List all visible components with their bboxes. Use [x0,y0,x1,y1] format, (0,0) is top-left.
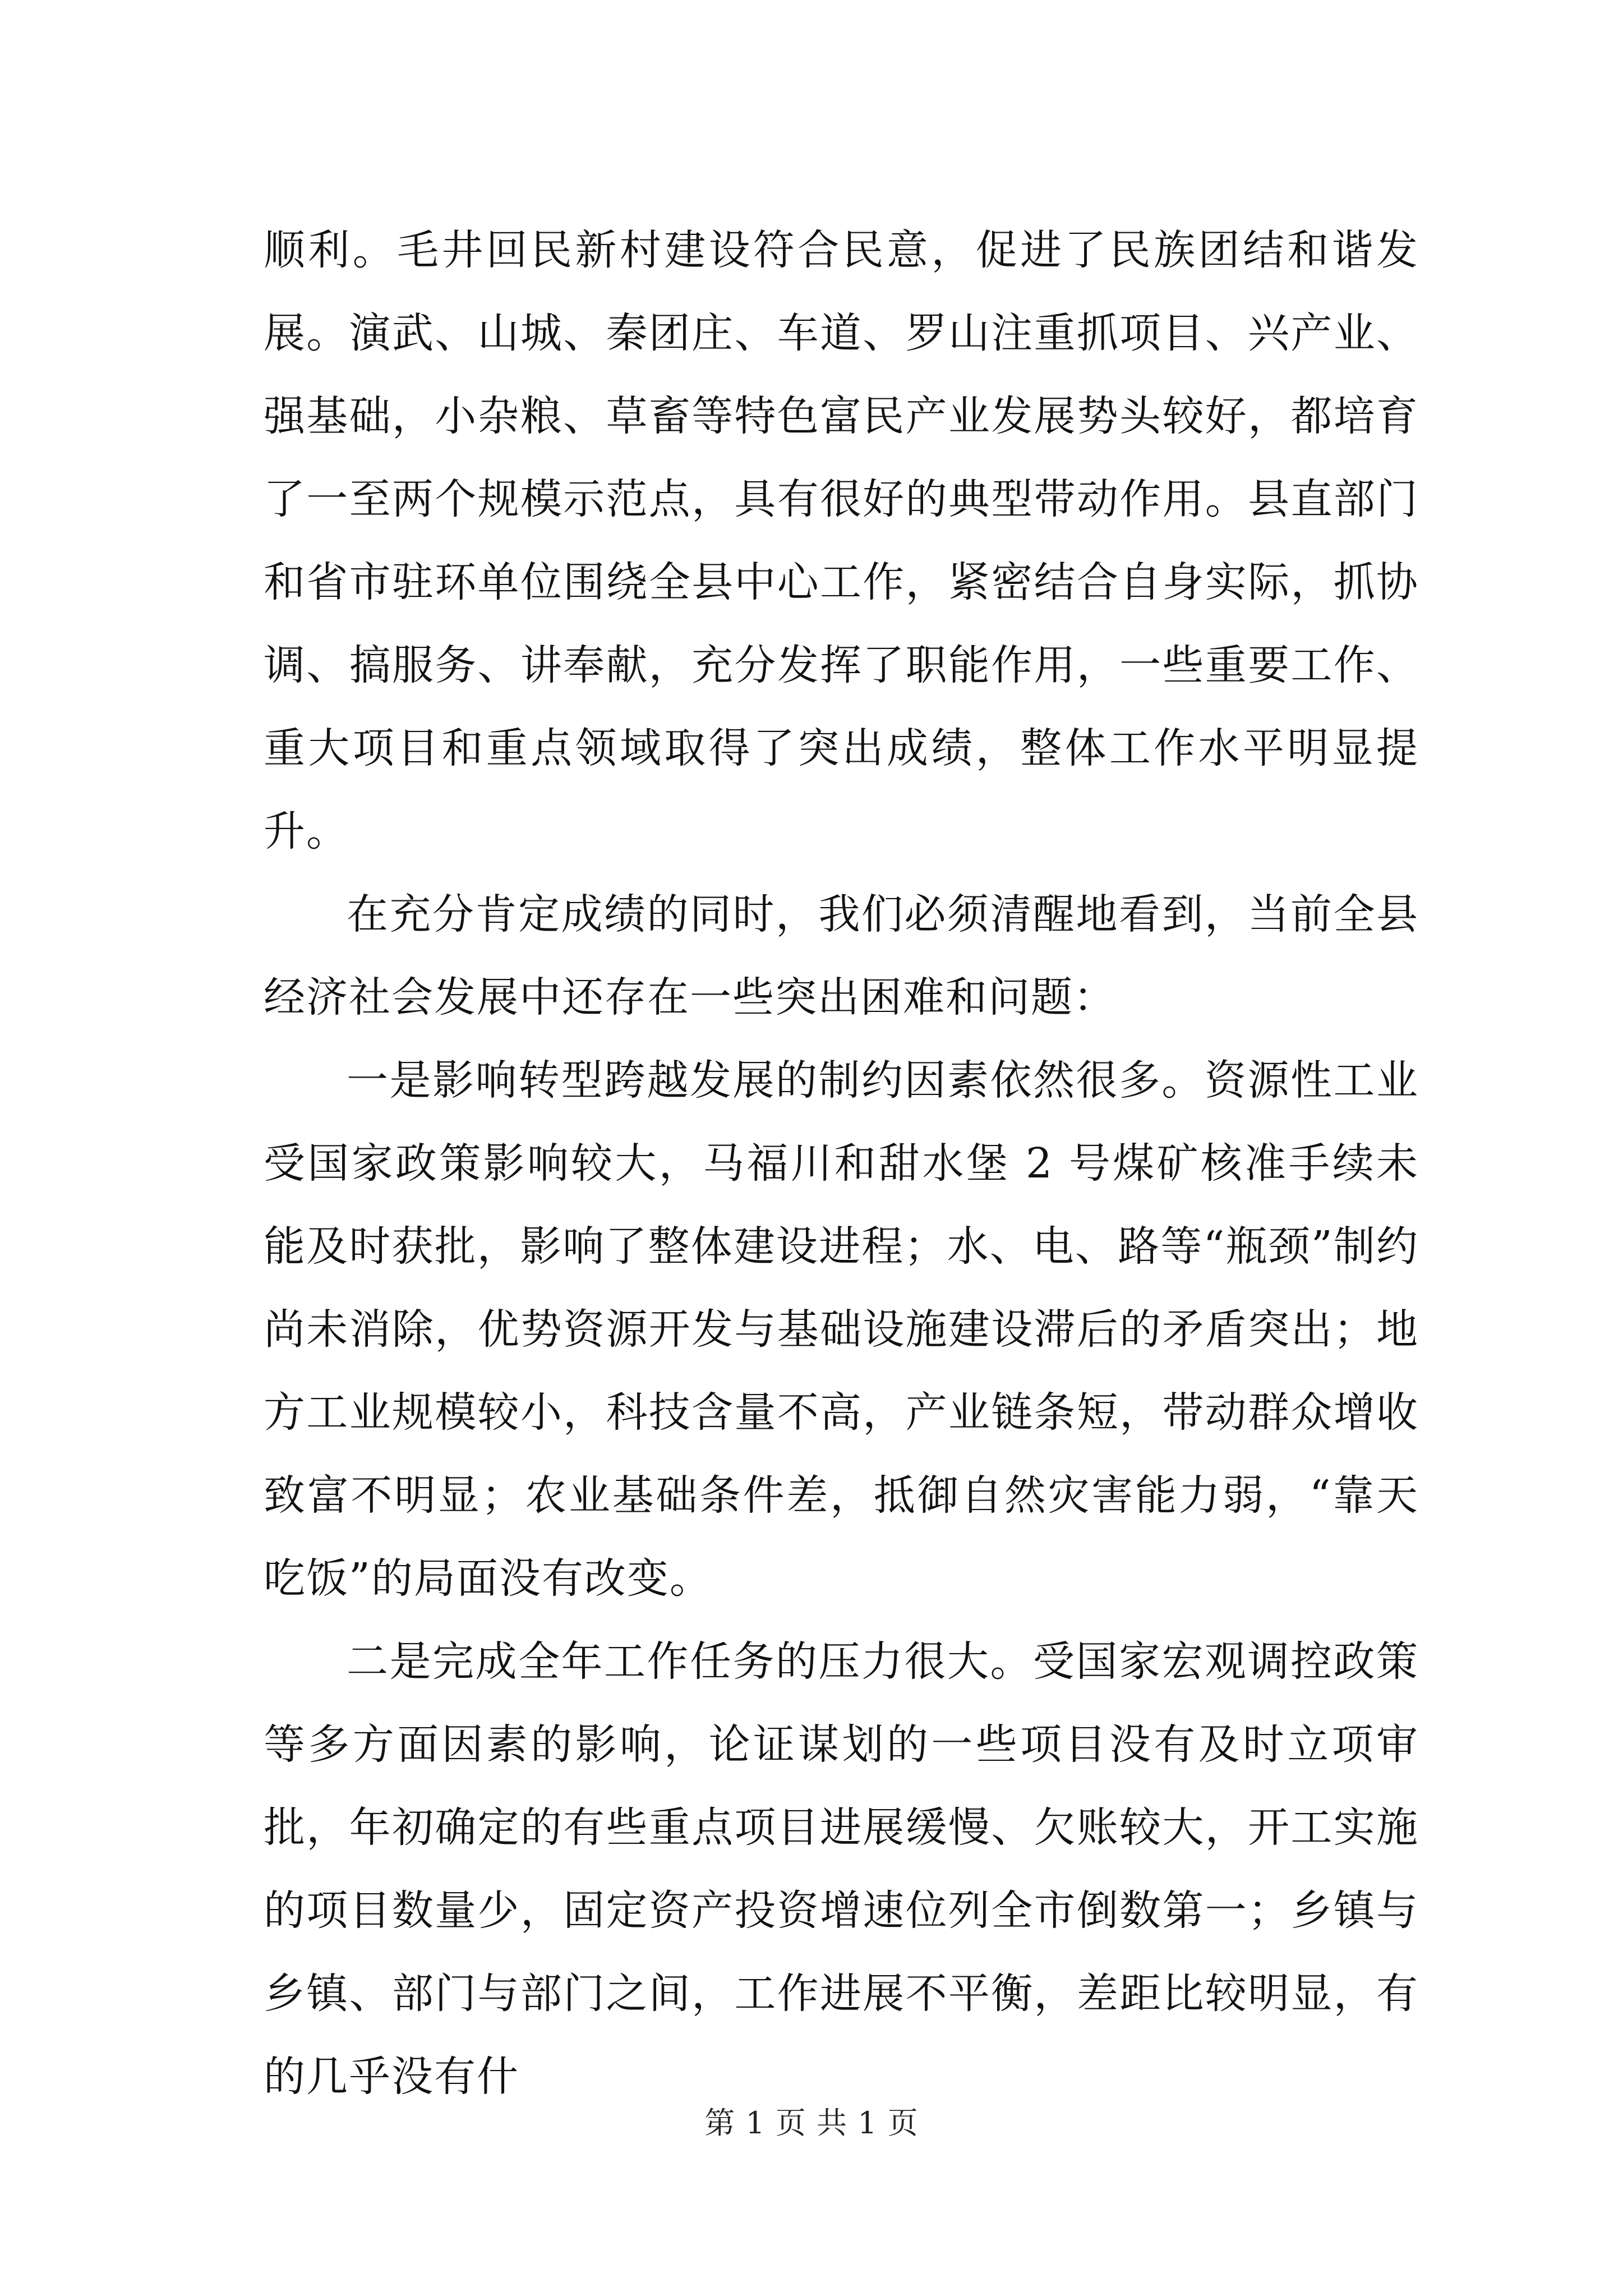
paragraph-2: 在充分肯定成绩的同时，我们必须清醒地看到，当前全县经济社会发展中还存在一些突出困难和问题： [264,890,1419,1022]
paragraph-4: 二是完成全年工作任务的压力很大。受国家宏观调控政策等多方面因素的影响，论证谋划的一些项目没有及时立项审批，年初确定的有些重点项目进展缓慢、欠账较大，开工实施的项目数量少，固定资产投资增速位列全市倒数第一；乡镇与乡镇、部门与部门之间，工作进展不平衡，差距比较明显，有的几乎没有什 [264,1637,1419,2101]
document-body [264,209,1419,2118]
page-footer: 第 1 页 共 1 页 [704,2105,919,2141]
paragraph-3: 一是影响转型跨越发展的制约因素依然很多。资源性工业受国家政策影响较大，马福川和甜水堡 2 号煤矿核准手续未能及时获批，影响了整体建设进程；水、电、路等“瓶颈”制约尚未消除，优势资源开发与基础设施建设滞后的矛盾突出；地方工业规模较小，科技含量不高，产业链条短，带动群众增收致富不明显；农业基础条件差，抵御自然灾害能力弱，“靠天吃饭”的局面没有改变。 [264,1056,1419,1603]
paragraph-1: 顺利。毛井回民新村建设符合民意，促进了民族团结和谐发展。演武、山城、秦团庄、车道、罗山注重抓项目、兴产业、强基础，小杂粮、草畜等特色富民产业发展势头较好，都培育了一至两个规模示范点，具有很好的典型带动作用。县直部门和省市驻环单位围绕全县中心工作，紧密结合自身实际，抓协调、搞服务、讲奉献，充分发挥了职能作用，一些重要工作、重大项目和重点领域取得了突出成绩，整体工作水平明显提升。 [264,226,1419,855]
